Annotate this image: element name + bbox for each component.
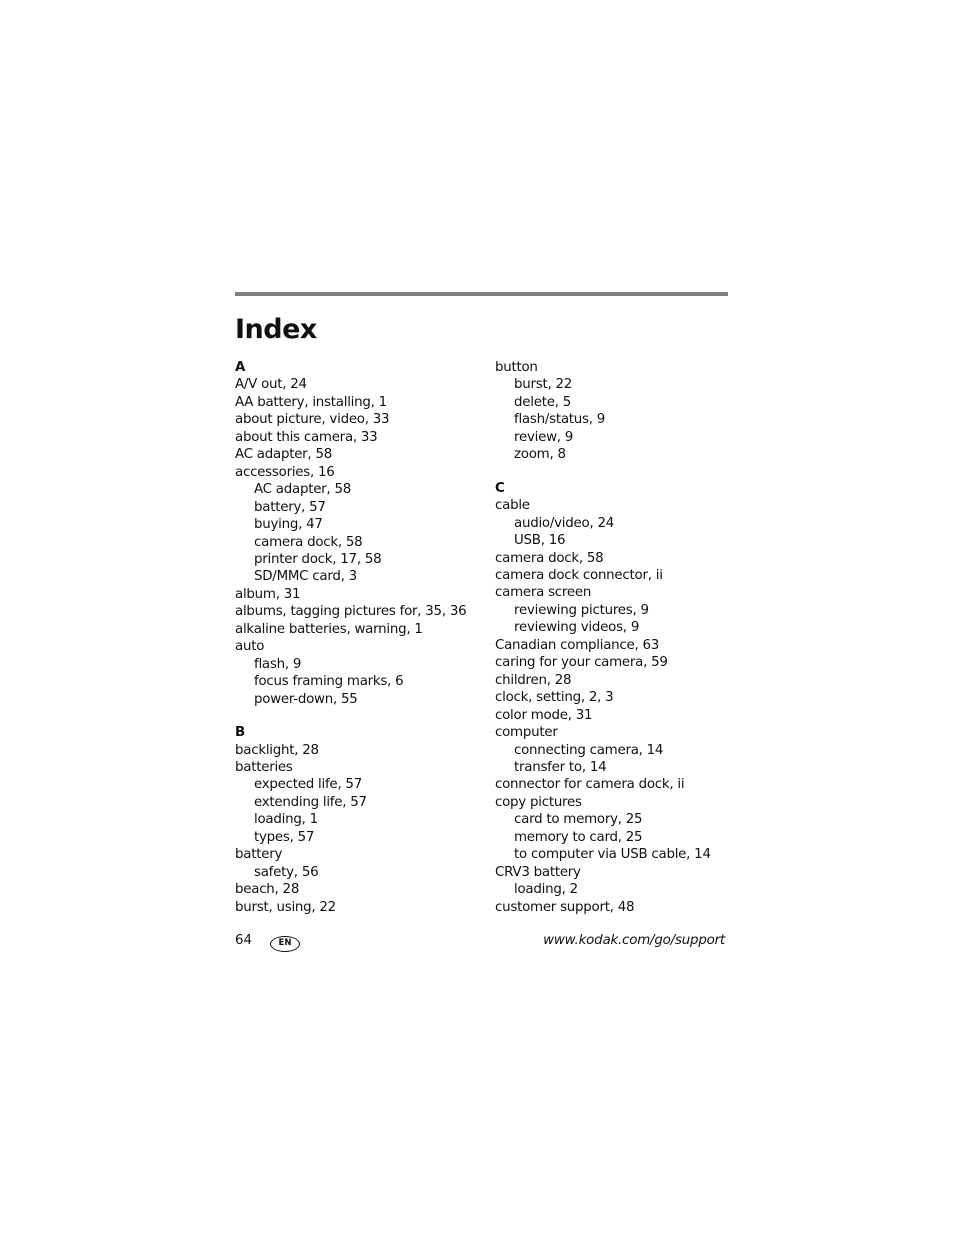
index-column-left	[235, 359, 485, 916]
index-subentry: reviewing videos, 9	[514, 620, 640, 636]
index-subentry: burst, 22	[514, 377, 573, 393]
index-subentry: expected life, 57	[254, 777, 362, 793]
index-subentry: zoom, 8	[514, 447, 566, 463]
language-badge-icon: EN	[270, 936, 300, 952]
index-entry: beach, 28	[235, 882, 300, 898]
index-subentry: AC adapter, 58	[254, 482, 351, 498]
index-subentry: reviewing pictures, 9	[514, 602, 649, 618]
index-subentry: flash/status, 9	[514, 412, 606, 428]
index-subentry: loading, 1	[254, 812, 318, 828]
index-subentry: printer dock, 17, 58	[254, 551, 382, 567]
index-entry: camera dock connector, ii	[495, 567, 663, 583]
index-entry: computer	[495, 725, 558, 741]
index-subentry: flash, 9	[254, 656, 302, 672]
index-entry: backlight, 28	[235, 742, 319, 758]
index-entry: Canadian compliance, 63	[495, 637, 660, 653]
index-subentry: extending life, 57	[254, 794, 367, 810]
index-subentry: loading, 2	[514, 882, 578, 898]
index-subentry: memory to card, 25	[514, 829, 643, 845]
index-entry: color mode, 31	[495, 707, 593, 723]
index-subentry: review, 9	[514, 429, 574, 445]
index-entry: caring for your camera, 59	[495, 655, 668, 671]
index-entry: albums, tagging pictures for, 35, 36	[235, 604, 467, 620]
section-spacer	[495, 464, 735, 480]
index-entry: auto	[235, 639, 265, 655]
header-rule	[235, 292, 728, 296]
index-entry: A/V out, 24	[235, 377, 307, 393]
index-letter-heading: B	[235, 725, 245, 741]
index-entry: AA battery, installing, 1	[235, 394, 387, 410]
index-subentry: buying, 47	[254, 517, 323, 533]
index-entry: button	[495, 360, 538, 375]
index-subentry: camera dock, 58	[254, 534, 363, 550]
index-entry: about this camera, 33	[235, 429, 378, 445]
index-letter-heading: C	[495, 480, 505, 496]
index-entry: children, 28	[495, 672, 572, 688]
index-entry: album, 31	[235, 586, 301, 602]
index-subentry: to computer via USB cable, 14	[514, 847, 711, 863]
index-subentry: safety, 56	[254, 864, 319, 880]
index-entry: CRV3 battery	[495, 864, 581, 880]
index-subentry: types, 57	[254, 829, 315, 845]
support-url: www.kodak.com/go/support	[543, 933, 725, 948]
index-entry: about picture, video, 33	[235, 412, 390, 428]
index-entry: customer support, 48	[495, 899, 635, 915]
index-entry: camera dock, 58	[495, 550, 604, 566]
index-entry: copy pictures	[495, 794, 582, 810]
index-entry: batteries	[235, 759, 293, 775]
index-entry: camera screen	[495, 585, 592, 601]
index-subentry: transfer to, 14	[514, 759, 607, 775]
index-subentry: USB, 16	[514, 533, 566, 549]
index-subentry: delete, 5	[514, 394, 571, 410]
index-entry: cable	[495, 498, 530, 514]
index-entry: battery	[235, 847, 283, 863]
index-subentry: card to memory, 25	[514, 812, 643, 828]
page-number: 64	[235, 933, 253, 948]
index-entry: burst, using, 22	[235, 899, 336, 915]
index-entry: AC adapter, 58	[235, 447, 332, 463]
index-entry: clock, setting, 2, 3	[495, 690, 614, 706]
index-subentry: focus framing marks, 6	[254, 674, 404, 690]
index-subentry: battery, 57	[254, 499, 326, 515]
index-entry: connector for camera dock, ii	[495, 777, 685, 793]
page-title: Index	[235, 314, 317, 345]
index-column-right	[495, 359, 735, 916]
index-entry: accessories, 16	[235, 464, 335, 480]
section-spacer	[235, 708, 485, 724]
index-entry: alkaline batteries, warning, 1	[235, 621, 423, 637]
index-subentry: connecting camera, 14	[514, 742, 664, 758]
index-subentry: audio/video, 24	[514, 515, 614, 531]
index-subentry: SD/MMC card, 3	[254, 569, 357, 585]
index-subentry: power-down, 55	[254, 691, 358, 707]
index-letter-heading: A	[235, 360, 246, 375]
